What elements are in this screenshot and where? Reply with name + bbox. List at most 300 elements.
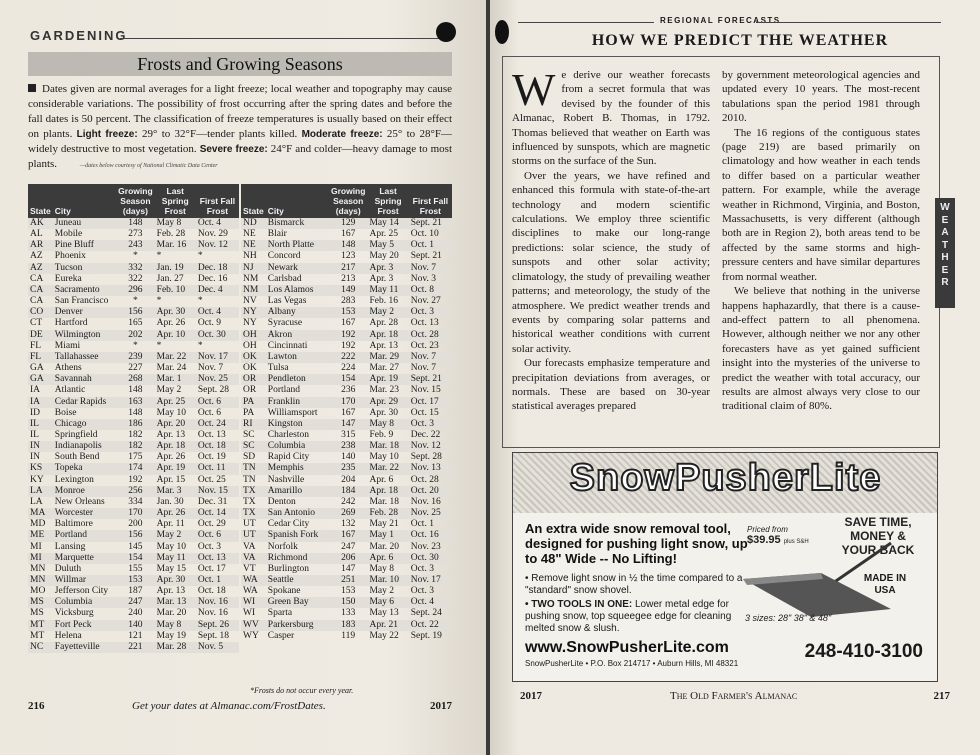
growing-season-cell: 147 <box>341 563 356 574</box>
growing-season-cell: 155 <box>128 563 143 574</box>
table-row <box>28 251 239 262</box>
header-rule <box>120 38 440 39</box>
first-fall-frost-cell: Oct. 6 <box>196 530 239 541</box>
state-cell: GA <box>30 363 44 374</box>
state-cell: IN <box>28 441 53 452</box>
page-number: 217 <box>933 690 950 702</box>
state-cell: UT <box>243 519 256 530</box>
growing-season-cell: 200 <box>128 519 143 530</box>
first-fall-frost-cell: Sept. 19 <box>410 630 442 641</box>
article-paragraph: The 16 regions of the contiguous states (page 219) are based primarily on climatology and how weather in each tends to differ based on a particular weather pattern. For example, while the average weather in Richmond, Virginia, and Boston, Massachusetts, is very different (although both are in Region 2), both areas tend to be affected by the same storms and high-pressure centers and have similar departures from normal weather. <box>722 126 920 283</box>
state-cell: KS <box>28 463 53 474</box>
city-cell: Mobile <box>54 229 83 240</box>
city-cell: Charleston <box>267 429 309 440</box>
growing-season-cell: 206 <box>329 553 367 564</box>
table-row <box>241 285 452 296</box>
city-cell: Carlsbad <box>267 273 302 284</box>
right-page <box>490 0 980 755</box>
city-cell: Sacramento <box>53 285 116 296</box>
last-spring-frost-cell: Feb. 16 <box>369 296 398 307</box>
first-fall-frost-cell: Oct. 16 <box>409 530 452 541</box>
state-cell: UT <box>241 530 266 541</box>
first-fall-frost-cell: Nov. 23 <box>410 541 441 552</box>
table-row <box>241 341 452 352</box>
first-fall-frost-cell: Oct. 13 <box>197 429 226 440</box>
first-fall-frost-cell: Nov. 7 <box>410 363 436 374</box>
city-cell: San Francisco <box>54 296 109 307</box>
state-cell: WV <box>241 620 266 631</box>
last-spring-frost-cell: Apr. 3 <box>369 273 394 284</box>
article-paragraph <box>512 64 710 169</box>
last-spring-frost-cell: Apr. 21 <box>367 620 408 631</box>
weather-side-tab <box>935 198 955 308</box>
moderate-freeze-label: Moderate freeze: <box>301 129 383 140</box>
growing-season-cell: 217 <box>329 263 367 274</box>
last-spring-frost-cell: Apr. 11 <box>156 519 185 530</box>
footer-link-text[interactable]: Get your dates at Almanac.com/FrostDates. <box>132 700 326 712</box>
first-fall-frost-cell: Sept. 21 <box>409 218 452 229</box>
last-spring-frost-cell: Apr. 19 <box>367 374 408 385</box>
left-page <box>0 0 486 755</box>
table-row <box>28 408 239 419</box>
last-spring-frost-cell: Mar. 23 <box>369 385 400 396</box>
col-last-spring-frost: Last Spring Frost <box>155 184 196 218</box>
last-spring-frost-cell: Mar. 18 <box>367 441 408 452</box>
first-fall-frost-cell: Sept. 21 <box>410 251 442 262</box>
first-fall-frost-cell: Oct. 17 <box>409 397 452 408</box>
state-cell: NM <box>241 285 266 296</box>
tab-letter: T <box>941 239 949 251</box>
table-row <box>241 486 452 497</box>
table-row <box>28 385 239 396</box>
table-row <box>28 285 239 296</box>
intro-text: Dates given are normal averages for a light freeze; local weather and topography may cause considerable variations. The possibility of frost occurring after the spring dates and before the fall dates is 50 percent. The classification of freeze temperatures is usually based on their effect on plants. <box>28 83 452 140</box>
state-cell: NE <box>241 240 266 251</box>
state-cell: VA <box>243 541 256 552</box>
col-city: City <box>53 184 116 218</box>
growing-season-cell: 182 <box>128 429 143 440</box>
table-row <box>28 608 239 619</box>
growing-season-cell: 167 <box>329 530 367 541</box>
last-spring-frost-cell: Apr. 25 <box>369 229 398 240</box>
table-row <box>241 452 452 463</box>
intro-paragraph <box>28 82 452 174</box>
growing-season-cell: 273 <box>128 229 143 240</box>
city-cell: Boise <box>54 407 77 418</box>
last-spring-frost-cell: May 11 <box>155 553 196 564</box>
table-row <box>28 318 239 329</box>
first-fall-frost-cell: Nov. 7 <box>409 352 452 363</box>
growing-season-cell: 186 <box>116 419 154 430</box>
first-fall-frost-cell: Oct. 4 <box>409 597 452 608</box>
col-growing-season: Growing Season (days) <box>330 186 366 216</box>
table-row <box>241 307 452 318</box>
growing-season-cell: * <box>133 296 138 307</box>
table-row <box>28 553 239 564</box>
city-cell: Hartford <box>54 318 88 329</box>
growing-season-cell: 235 <box>329 463 367 474</box>
growing-season-cell: 170 <box>116 508 154 519</box>
page-title: Frosts and Growing Seasons <box>28 52 452 76</box>
state-cell: TX <box>241 508 266 519</box>
growing-season-cell: 192 <box>329 330 367 341</box>
last-spring-frost-cell: Jan. 30 <box>156 496 184 507</box>
price-suffix: plus S&H <box>783 539 809 545</box>
state-cell: IN <box>30 452 41 463</box>
growing-season-cell: 154 <box>329 374 367 385</box>
binding-hole <box>495 20 509 44</box>
growing-season-cell: 269 <box>329 508 367 519</box>
last-spring-frost-cell: Feb. 28 <box>367 508 408 519</box>
footer-publication: The Old Farmer's Almanac <box>670 690 798 702</box>
table-row <box>241 218 452 229</box>
table-row <box>241 542 452 553</box>
city-cell: Miami <box>54 340 81 351</box>
last-spring-frost-cell: Feb. 9 <box>369 429 394 440</box>
table-row <box>28 274 239 285</box>
first-fall-frost-cell: Oct. 29 <box>197 519 226 530</box>
first-fall-frost-cell: Oct. 1 <box>409 240 452 251</box>
city-cell: Bismarck <box>266 218 329 229</box>
last-spring-frost-cell: Jan. 27 <box>156 273 184 284</box>
state-cell: ID <box>30 407 41 418</box>
first-fall-frost-cell: Oct. 8 <box>409 285 452 296</box>
first-fall-frost-cell: Oct. 4 <box>196 218 239 229</box>
city-cell: Williamsport <box>267 407 318 418</box>
first-fall-frost-cell: * <box>197 296 203 307</box>
state-cell: SD <box>243 452 256 463</box>
state-cell: TN <box>243 474 256 485</box>
first-fall-frost-cell: Oct. 19 <box>197 452 226 463</box>
city-cell: Atlantic <box>54 385 86 396</box>
first-fall-frost-cell: Nov. 7 <box>409 263 452 274</box>
growing-season-cell: * <box>133 340 138 351</box>
last-spring-frost-cell: Apr. 18 <box>367 330 408 341</box>
growing-season-cell: 150 <box>329 597 367 608</box>
last-spring-frost-cell: Apr. 29 <box>367 397 408 408</box>
tab-letter: H <box>941 252 949 263</box>
growing-season-cell: 147 <box>329 419 367 430</box>
table-row <box>241 296 452 307</box>
first-fall-frost-cell: Nov. 15 <box>410 385 441 396</box>
state-cell: VA <box>241 553 266 564</box>
state-cell: WY <box>243 630 259 641</box>
last-spring-frost-cell: Apr. 10 <box>155 330 196 341</box>
table-row <box>241 408 452 419</box>
first-fall-frost-cell: Oct. 4 <box>196 307 239 318</box>
first-fall-frost-cell: Nov. 17 <box>409 575 452 586</box>
growing-season-cell: 153 <box>341 586 356 597</box>
city-cell: Portland <box>53 530 116 541</box>
header-rule-left <box>518 22 654 23</box>
last-spring-frost-cell: Apr. 19 <box>155 463 196 474</box>
growing-season-cell: 187 <box>128 586 143 597</box>
state-cell: PA <box>243 407 255 418</box>
growing-season-cell: 153 <box>329 307 367 318</box>
first-fall-frost-cell: Nov. 5 <box>196 642 239 653</box>
city-cell: Willmar <box>53 575 116 586</box>
price-label: Priced from <box>747 525 788 534</box>
city-cell: Portland <box>267 385 300 396</box>
city-cell: Blair <box>267 229 287 240</box>
last-spring-frost-cell: May 21 <box>369 519 399 530</box>
state-cell: OK <box>241 352 266 363</box>
table-row <box>241 564 452 575</box>
table-row <box>28 486 239 497</box>
table-footnote: *Frosts do not occur every year. <box>250 686 354 695</box>
moderate-freeze-text: 25° to 28°F—widely destructive to most vegetation. <box>28 128 453 155</box>
state-cell: CO <box>28 307 53 318</box>
table-row <box>28 341 239 352</box>
last-spring-frost-cell: Apr. 25 <box>155 397 196 408</box>
city-cell: Athens <box>54 363 82 374</box>
table-row <box>28 564 239 575</box>
table-row <box>28 419 239 430</box>
ad-bullet-2 <box>525 599 755 635</box>
growing-season-cell: 213 <box>341 273 356 284</box>
paragraph-text: e derive our weather forecasts from a secret formula that was devised by the founder of this Almanac, Robert B. Thomas, in 1792. Thomas believed that weather on Earth was influenced by sunspots, which are magnetic storms on the surface of the Sun. <box>512 69 710 168</box>
severe-freeze-label: Severe freeze: <box>199 144 268 155</box>
state-cell: NV <box>243 296 257 307</box>
first-fall-frost-cell: * <box>197 251 203 262</box>
first-fall-frost-cell: Nov. 12 <box>196 240 239 251</box>
growing-season-cell: 238 <box>329 441 367 452</box>
state-cell: NM <box>243 273 259 284</box>
col-state: State <box>28 184 53 218</box>
growing-season-cell: 149 <box>329 285 367 296</box>
growing-season-cell: 251 <box>329 575 367 586</box>
city-cell: Kingston <box>266 419 329 430</box>
first-fall-frost-cell: Nov. 15 <box>196 486 239 497</box>
city-cell: Topeka <box>53 463 116 474</box>
city-cell: Fayetteville <box>53 642 116 653</box>
state-cell: WI <box>241 597 266 608</box>
state-cell: TN <box>241 463 266 474</box>
left-footer <box>28 700 452 712</box>
table-row <box>241 330 452 341</box>
last-spring-frost-cell: Apr. 30 <box>369 407 398 418</box>
table-row <box>28 263 239 274</box>
growing-season-cell: 165 <box>128 318 143 329</box>
tab-letter: R <box>941 277 949 288</box>
first-fall-frost-cell: Sept. 28 <box>197 385 229 396</box>
frost-table-right-body <box>241 218 452 642</box>
table-row <box>241 631 452 642</box>
table-row <box>28 597 239 608</box>
last-spring-frost-cell: Mar. 22 <box>367 463 408 474</box>
first-fall-frost-cell: Oct. 3 <box>409 419 452 430</box>
state-cell: MD <box>30 519 46 530</box>
last-spring-frost-cell: May 2 <box>367 307 408 318</box>
city-cell: Springfield <box>54 429 98 440</box>
state-cell: CA <box>28 285 53 296</box>
growing-season-cell: 154 <box>116 553 154 564</box>
last-spring-frost-cell: * <box>156 296 162 307</box>
bullet-square-icon <box>28 84 36 92</box>
state-cell: DE <box>28 330 53 341</box>
growing-season-cell: 167 <box>341 318 356 329</box>
city-cell: Memphis <box>266 463 329 474</box>
city-cell: Casper <box>267 630 295 641</box>
city-cell: Fort Peck <box>53 620 116 631</box>
state-cell: OK <box>243 363 257 374</box>
ad-headline: An extra wide snow removal tool, designed for pushing light snow, up to 48" Wide -- No Lifting! <box>525 521 748 566</box>
ad-website[interactable]: www.SnowPusherLite.com <box>525 639 729 656</box>
first-fall-frost-cell: Oct. 1 <box>196 575 239 586</box>
table-row <box>28 620 239 631</box>
col-first-fall-frost: First Fall Frost <box>196 184 239 218</box>
state-cell: MS <box>28 597 53 608</box>
growing-season-cell: 119 <box>341 630 356 641</box>
growing-season-cell: 296 <box>116 285 154 296</box>
city-cell: Norfolk <box>267 541 298 552</box>
first-fall-frost-cell: Oct. 25 <box>197 474 226 485</box>
growing-season-cell: 247 <box>341 541 356 552</box>
growing-season-cell: 268 <box>116 374 154 385</box>
growing-season-cell: 132 <box>341 519 356 530</box>
last-spring-frost-cell: May 10 <box>156 541 186 552</box>
light-freeze-label: Light freeze: <box>76 129 138 140</box>
state-cell: IA <box>30 385 41 396</box>
state-cell: MA <box>28 508 53 519</box>
state-cell: MS <box>30 608 44 619</box>
last-spring-frost-cell: May 19 <box>156 630 186 641</box>
table-row <box>241 419 452 430</box>
city-cell: Burlington <box>267 563 309 574</box>
city-cell: Helena <box>54 630 82 641</box>
article-paragraph: Over the years, we have refined and enhanced this formula with state-of-the-art technology and modern scientific calculations. We employ three scientific disciplines to make our long-range predictions: solar science, the study of sunspots and other solar activity; climatology, the study of prevailing weather patterns; and meteorology, the study of the atmosphere. We predict weather trends and events by comparing solar patterns and historical weather conditions with current solar activity. <box>512 169 710 355</box>
table-row <box>241 553 452 564</box>
last-spring-frost-cell: * <box>156 340 162 351</box>
state-cell: NH <box>243 251 257 262</box>
first-fall-frost-cell: Nov. 29 <box>197 229 228 240</box>
table-row <box>241 620 452 631</box>
last-spring-frost-cell: Apr. 15 <box>156 474 186 485</box>
city-cell: Cedar Rapids <box>53 397 116 408</box>
last-spring-frost-cell: May 2 <box>156 385 182 396</box>
growing-season-cell: 140 <box>116 620 154 631</box>
first-fall-frost-cell: Nov. 3 <box>410 273 436 284</box>
state-cell: PA <box>241 397 266 408</box>
growing-season-cell: 224 <box>341 363 356 374</box>
last-spring-frost-cell: Jan. 19 <box>155 263 196 274</box>
state-cell: ME <box>28 530 53 541</box>
article-paragraph: by government meteorological agencies and updated every 10 years. The most-recent tabulations span the period 1981 through 2010. <box>722 69 920 125</box>
growing-season-cell: 167 <box>341 229 356 240</box>
state-cell: MN <box>28 575 53 586</box>
section-header: GARDENING <box>30 28 128 43</box>
first-fall-frost-cell: Sept. 24 <box>410 608 442 619</box>
state-cell: NY <box>243 318 257 329</box>
growing-season-cell: 174 <box>116 463 154 474</box>
city-cell: Albany <box>266 307 329 318</box>
page-number: 216 <box>28 700 45 712</box>
last-spring-frost-cell: May 13 <box>369 608 399 619</box>
city-cell: Newark <box>266 263 329 274</box>
table-row <box>28 218 239 229</box>
table-row <box>241 441 452 452</box>
table-row <box>28 530 239 541</box>
first-fall-frost-cell: Oct. 23 <box>410 340 439 351</box>
first-fall-frost-cell: Nov. 25 <box>196 374 239 385</box>
last-spring-frost-cell: Mar. 16 <box>155 240 196 251</box>
city-cell: Franklin <box>266 397 329 408</box>
city-cell: Eureka <box>54 273 82 284</box>
table-row <box>28 363 239 374</box>
state-cell: CA <box>30 273 44 284</box>
growing-season-cell: 156 <box>116 307 154 318</box>
last-spring-frost-cell: Apr. 26 <box>155 508 196 519</box>
last-spring-frost-cell: Apr. 6 <box>369 474 394 485</box>
city-cell: Tucson <box>53 263 116 274</box>
city-cell: Rapid City <box>267 452 310 463</box>
growing-season-cell: 183 <box>329 620 367 631</box>
city-cell: Green Bay <box>266 597 329 608</box>
last-spring-frost-cell: Apr. 28 <box>369 318 398 329</box>
table-row <box>241 385 452 396</box>
last-spring-frost-cell: May 14 <box>367 218 408 229</box>
city-cell: Phoenix <box>54 251 86 262</box>
city-cell: Marquette <box>53 553 116 564</box>
growing-season-cell: 222 <box>329 352 367 363</box>
first-fall-frost-cell: Sept. 18 <box>197 630 229 641</box>
first-fall-frost-cell: Oct. 3 <box>197 541 222 552</box>
table-row <box>241 229 452 240</box>
first-fall-frost-cell: Dec. 31 <box>197 496 228 507</box>
first-fall-frost-cell: Dec. 16 <box>197 273 228 284</box>
table-row <box>241 251 452 262</box>
last-spring-frost-cell: May 8 <box>155 218 196 229</box>
article-column-1 <box>512 64 710 414</box>
price-amount: $39.95 <box>747 534 781 546</box>
city-cell: Denton <box>267 496 296 507</box>
table-row <box>241 497 452 508</box>
first-fall-frost-cell: Oct. 20 <box>409 486 452 497</box>
state-cell: CA <box>30 296 44 307</box>
section-header: REGIONAL FORECASTS <box>660 16 781 25</box>
table-row <box>241 575 452 586</box>
state-cell: FL <box>30 340 42 351</box>
first-fall-frost-cell: Oct. 18 <box>196 441 239 452</box>
table-row <box>28 586 239 597</box>
data-credit: —dates below courtesy of National Climatic Data Center <box>79 163 218 169</box>
state-cell: MT <box>30 630 45 641</box>
first-fall-frost-cell: Nov. 16 <box>197 608 228 619</box>
growing-season-cell: 247 <box>116 597 154 608</box>
last-spring-frost-cell: Mar. 20 <box>156 608 187 619</box>
growing-season-cell: 170 <box>329 397 367 408</box>
state-cell: MI <box>30 541 42 552</box>
last-spring-frost-cell: Mar. 20 <box>369 541 400 552</box>
first-fall-frost-cell: Oct. 3 <box>410 563 434 574</box>
ad-phone[interactable]: 248-410-3100 <box>804 641 923 662</box>
tab-letter: W <box>940 202 950 213</box>
last-spring-frost-cell: Mar. 13 <box>155 597 196 608</box>
city-cell: San Antonio <box>266 508 329 519</box>
article-column-2 <box>722 68 920 414</box>
table-row <box>28 575 239 586</box>
city-cell: Parkersburg <box>266 620 329 631</box>
state-cell: FL <box>28 352 53 363</box>
city-cell: Amarillo <box>266 486 329 497</box>
first-fall-frost-cell: Oct. 13 <box>410 318 439 329</box>
state-cell: AL <box>30 229 43 240</box>
growing-season-cell: 221 <box>116 642 154 653</box>
ad-bullet-1: • Remove light snow in ½ the time compared to a "standard" snow shovel. <box>525 573 743 596</box>
state-cell: NE <box>243 229 256 240</box>
tab-letter: E <box>941 264 949 276</box>
last-spring-frost-cell: Mar. 27 <box>369 363 400 374</box>
